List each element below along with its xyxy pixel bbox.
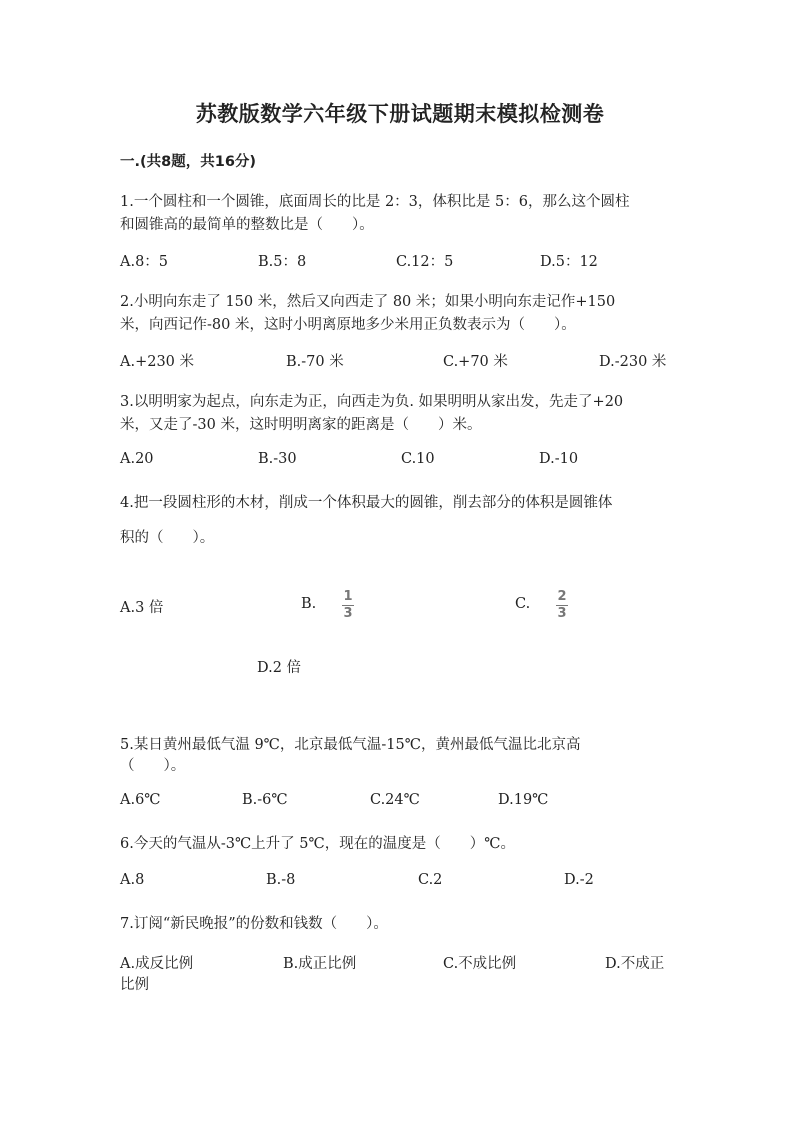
question-1-option-d: D.5：12 (540, 254, 598, 270)
question-4-line-1: 4.把一段圆柱形的木材，削成一个体积最大的圆锥，削去部分的体积是圆锥体 (120, 495, 613, 511)
question-5-option-b: B.-6℃ (242, 792, 288, 808)
question-2-option-c: C.+70 米 (443, 354, 508, 370)
page-title: 苏教版数学六年级下册试题期末模拟检测卷 (195, 102, 605, 126)
fraction-numerator: 1 (343, 589, 353, 604)
question-5-option-a: A.6℃ (120, 792, 161, 808)
question-1-line-1: 1.一个圆柱和一个圆锥，底面周长的比是 2：3，体积比是 5：6，那么这个圆柱 (120, 194, 630, 210)
question-3-option-d: D.-10 (539, 451, 579, 467)
question-4-line-2: 积的（ ）。 (120, 530, 215, 546)
fraction-numerator: 2 (557, 589, 567, 604)
fraction-two-thirds (556, 590, 568, 621)
question-6-option-a: A.8 (120, 872, 145, 888)
question-1-option-a: A.8：5 (120, 254, 169, 270)
question-7-option-d: D.不成正 (605, 956, 665, 972)
question-4-option-a: A.3 倍 (120, 600, 164, 616)
fraction-denominator: 3 (557, 606, 567, 621)
question-3-line-2: 米，又走了-30 米，这时明明离家的距离是（ ）米。 (120, 417, 482, 433)
question-2-option-b: B.-70 米 (286, 354, 344, 370)
question-6-option-d: D.-2 (564, 872, 594, 888)
question-2-line-2: 米，向西记作-80 米，这时小明离原地多少米用正负数表示为（ ）。 (120, 317, 576, 333)
question-4-option-b: B. (301, 596, 317, 612)
question-6-line-1: 6.今天的气温从-3℃上升了 5℃，现在的温度是（ ）℃。 (120, 836, 515, 852)
question-5-option-c: C.24℃ (370, 792, 420, 808)
question-2-line-1: 2.小明向东走了 150 米，然后又向西走了 80 米；如果小明向东走记作+150 (120, 294, 616, 310)
question-7-option-b: B.成正比例 (283, 956, 357, 972)
fraction-one-third (342, 590, 354, 621)
question-5-line-1: 5.某日黄州最低气温 9℃，北京最低气温-15℃，黄州最低气温比北京高 (120, 737, 581, 753)
question-7-line-1: 7.订阅“新民晚报”的份数和钱数（ ）。 (120, 916, 388, 932)
question-7-option-a: A.成反比例 (120, 956, 194, 972)
question-3-option-b: B.-30 (258, 451, 297, 467)
question-1-line-2: 和圆锥高的最简单的整数比是（ ）。 (120, 217, 374, 233)
fraction-denominator: 3 (343, 606, 353, 621)
question-4-option-c: C. (515, 596, 531, 612)
question-2-option-a: A.+230 米 (120, 354, 195, 370)
section-heading: 一.(共8题，共16分) (120, 154, 257, 170)
question-1-option-b: B.5：8 (258, 254, 307, 270)
question-1-option-c: C.12：5 (396, 254, 454, 270)
question-6-option-b: B.-8 (266, 872, 296, 888)
question-3-line-1: 3.以明明家为起点，向东走为正，向西走为负. 如果明明从家出发，先走了+20 (120, 394, 624, 410)
question-5-option-d: D.19℃ (498, 792, 549, 808)
question-5-line-2: （ ）。 (120, 758, 186, 774)
question-7-option-d-wrap: 比例 (120, 977, 149, 993)
question-4-option-d: D.2 倍 (257, 660, 302, 676)
question-2-option-d: D.-230 米 (599, 354, 667, 370)
question-6-option-c: C.2 (418, 872, 443, 888)
question-3-option-a: A.20 (120, 451, 154, 467)
question-3-option-c: C.10 (401, 451, 435, 467)
question-7-option-c: C.不成比例 (443, 956, 517, 972)
